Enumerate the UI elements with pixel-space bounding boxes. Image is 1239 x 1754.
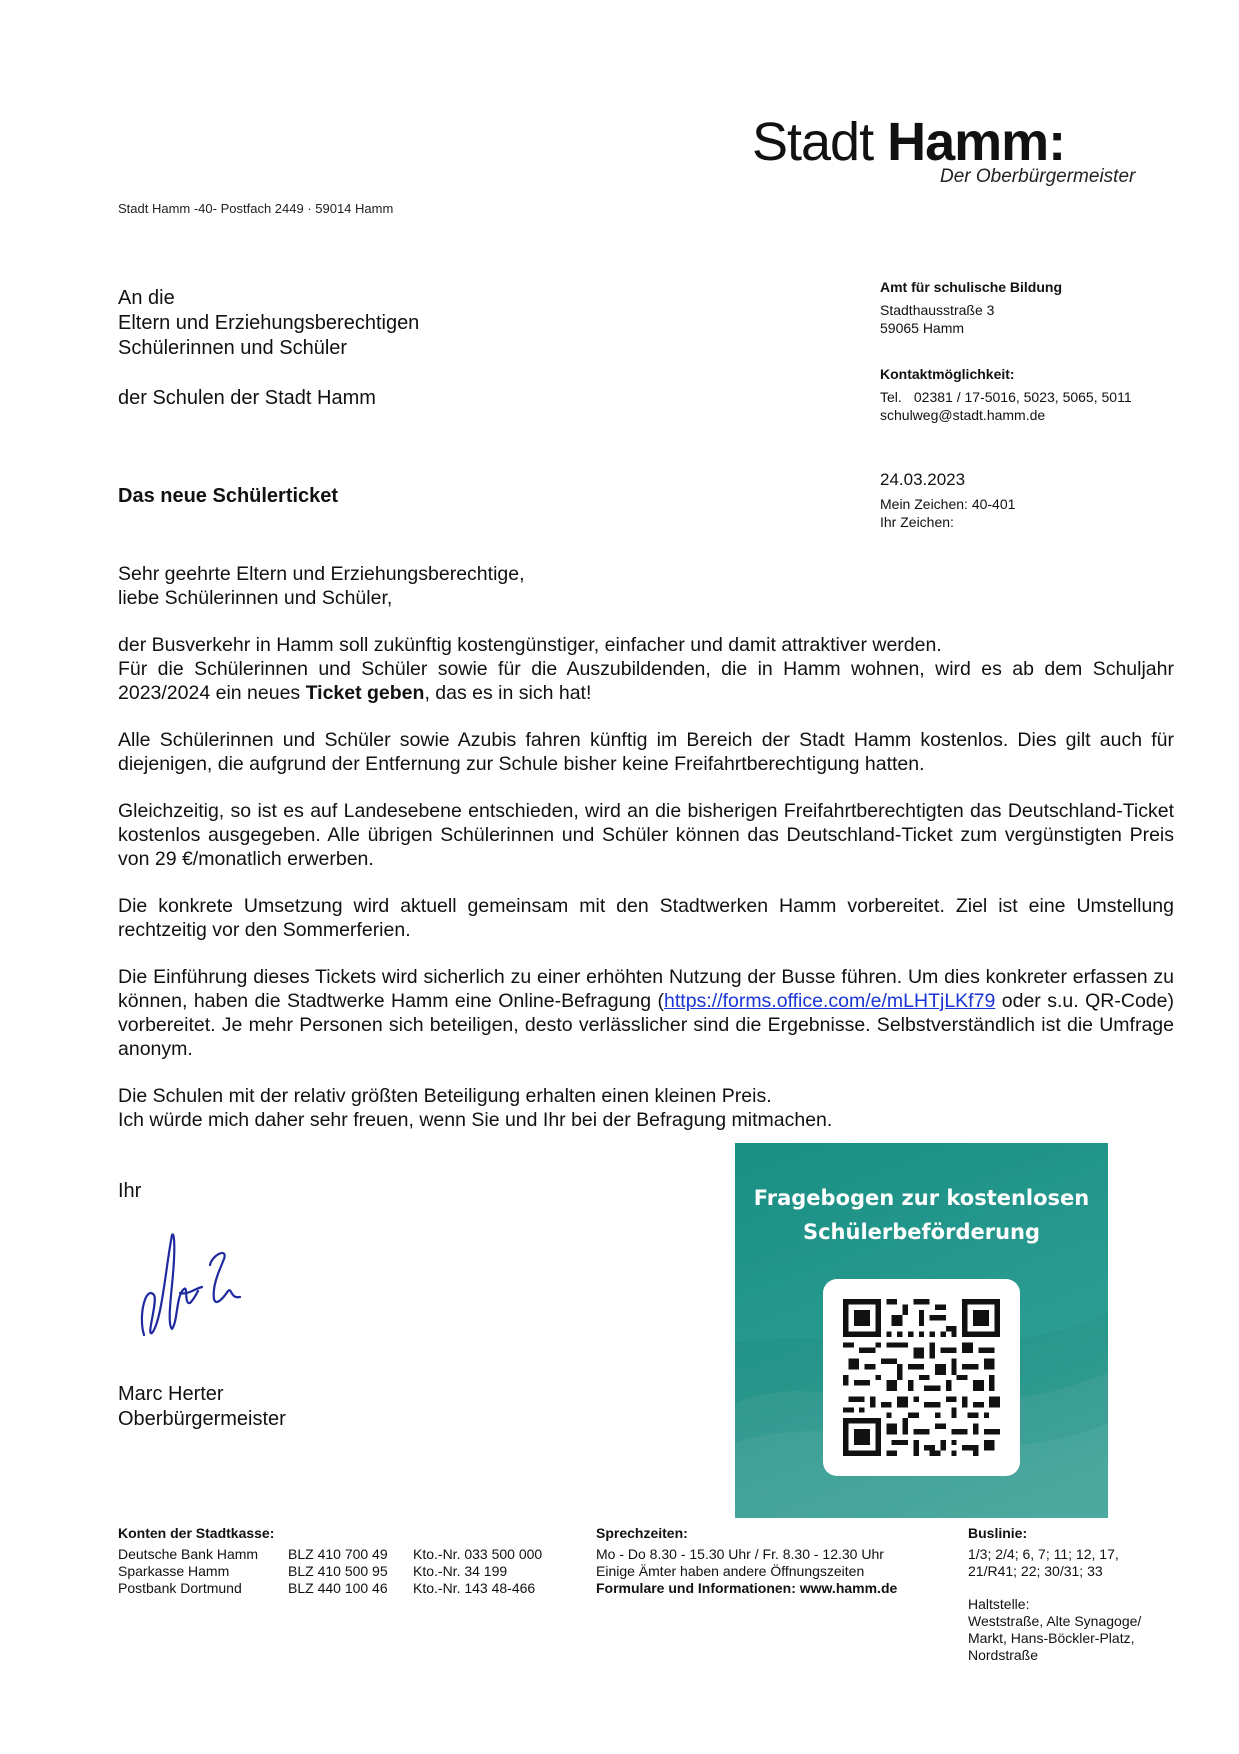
paragraph: Gleichzeitig, so ist es auf Landesebene entschieden, wird an die bisherigen Freifahrtberechtigten das Deutschland-Ticket kostenlos ausgegeben. Alle übrigen Schülerinnen und Schüler können das Deutschland-Ticket zum vergünstigten Preis von 29 €/monatlich erwerben. xyxy=(118,800,1174,870)
bank-row: Deutsche Bank Hamm BLZ 410 700 49 Kto.-Nr. 033 500 000 xyxy=(118,1546,543,1562)
logo-stadt: Stadt xyxy=(752,112,874,172)
department-street: Stadthausstraße 3 xyxy=(880,302,995,318)
bank-row: Postbank Dortmund BLZ 440 100 46 Kto.-Nr. 143 48-466 xyxy=(118,1580,536,1596)
address-line: Schülerinnen und Schüler xyxy=(118,337,348,359)
closing: Ihr xyxy=(118,1180,142,1202)
hours-note: Einige Ämter haben andere Öffnungszeiten xyxy=(596,1563,865,1579)
address-line: An die xyxy=(118,287,175,309)
footer-bank-accounts xyxy=(118,1525,542,1597)
email-address: schulweg@stadt.hamm.de xyxy=(880,407,1046,423)
department-name: Amt für schulische Bildung xyxy=(880,279,1063,295)
signer-title: Oberbürgermeister xyxy=(118,1408,286,1430)
reference-codes xyxy=(880,495,1015,531)
paragraph: Die konkrete Umsetzung wird aktuell gemeinsam mit den Stadtwerken Hamm vorbereitet. Ziel ist eine Umstellung rechtzeitig vor den Sommerferien. xyxy=(118,895,1174,941)
stop-heading: Haltstelle: xyxy=(968,1596,1030,1612)
website-line: Formulare und Informationen: www.hamm.de xyxy=(596,1580,898,1596)
paragraph: Die Einführung dieses Tickets wird sicherlich zu einer erhöhten Nutzung der Busse führen. Um dies konkreter erfassen zu können, haben die Stadtwerke Hamm eine Online-Befragung (https://forms.office.com/e/mLHTjLKf79 oder s.u. QR-Code) vorbereitet. Je mehr Personen sich beteiligen, desto verlässlicher sind die Ergebnisse. Selbstverständlich ist die Umfrage anonym. xyxy=(118,966,1174,1060)
hours-heading: Sprechzeiten: xyxy=(596,1525,688,1541)
bus-heading: Buslinie: xyxy=(968,1525,1028,1541)
qr-code[interactable] xyxy=(843,1299,1000,1456)
address-line: der Schulen der Stadt Hamm xyxy=(118,387,376,409)
recipient-address xyxy=(118,286,419,411)
signer-block xyxy=(118,1382,286,1432)
bank-heading: Konten der Stadtkasse: xyxy=(118,1525,275,1541)
my-reference: Mein Zeichen: 40-401 xyxy=(880,496,1016,512)
your-reference: Ihr Zeichen: xyxy=(880,514,954,530)
survey-link[interactable]: https://forms.office.com/e/mLHTjLKf79 xyxy=(664,990,996,1012)
hours-line: Mo - Do 8.30 - 15.30 Uhr / Fr. 8.30 - 12.30 Uhr xyxy=(596,1546,884,1562)
department-info xyxy=(880,278,1132,424)
signature xyxy=(132,1225,282,1350)
paragraph: der Busverkehr in Hamm soll zukünftig kostengünstiger, einfacher und damit attraktiver werden. Für die Schülerinnen und Schüler sowie für die Auszubildenden, die in Hamm wohnen, wird es ab dem Schuljahr 2023/2024 ein neues Ticket geben, das es in sich hat! xyxy=(118,634,1174,704)
bank-row: Sparkasse Hamm BLZ 410 500 95 Kto.-Nr. 34 199 xyxy=(118,1563,508,1579)
phone-number: 02381 / 17-5016, 5023, 5065, 5011 xyxy=(913,389,1132,405)
bus-lines: 21/R41; 22; 30/31; 33 xyxy=(968,1563,1103,1579)
city-logo xyxy=(752,112,1136,192)
footer-bus-info xyxy=(968,1525,1141,1664)
signer-name: Marc Herter xyxy=(118,1383,224,1405)
sender-line: Stadt Hamm -40- Postfach 2449 · 59014 Hamm xyxy=(118,201,394,216)
paragraph: Die Schulen mit der relativ größten Beteiligung erhalten einen kleinen Preis. Ich würde mich daher sehr freuen, wenn Sie und Ihr bei der Befragung mitmachen. xyxy=(118,1085,833,1131)
department-city: 59065 Hamm xyxy=(880,320,965,336)
stop-line: Weststraße, Alte Synagoge/ xyxy=(968,1613,1142,1629)
letter-subject: Das neue Schülerticket xyxy=(118,485,339,507)
qr-panel-title: Fragebogen zur kostenlosen Schülerbeförderung xyxy=(753,1186,1090,1244)
contact-label: Kontaktmöglichkeit: xyxy=(880,366,1015,382)
logo-hamm: Hamm: xyxy=(887,112,1066,172)
survey-qr-panel xyxy=(735,1143,1108,1518)
stop-line: Markt, Hans-Böckler-Platz, xyxy=(968,1630,1135,1646)
paragraph: Alle Schülerinnen und Schüler sowie Azubis fahren künftig im Bereich der Stadt Hamm kostenlos. Dies gilt auch für diejenigen, die aufgrund der Entfernung zur Schule bisher keine Freifahrtberechtigung hatten. xyxy=(118,729,1174,775)
letter-body xyxy=(118,562,1174,1155)
footer-office-hours xyxy=(596,1525,897,1597)
bus-lines: 1/3; 2/4; 6, 7; 11; 12, 17, xyxy=(968,1546,1119,1562)
salutation: Sehr geehrte Eltern und Erziehungsberechtige, liebe Schülerinnen und Schüler, xyxy=(118,563,525,609)
letter-date: 24.03.2023 xyxy=(880,470,966,489)
logo-subtitle: Der Oberbürgermeister xyxy=(940,166,1136,187)
address-line: Eltern und Erziehungsberechtigen xyxy=(118,312,420,334)
tel-label: Tel. xyxy=(880,389,902,405)
qr-card xyxy=(823,1279,1020,1476)
stop-line: Nordstraße xyxy=(968,1647,1039,1663)
phone-line xyxy=(880,388,1132,406)
